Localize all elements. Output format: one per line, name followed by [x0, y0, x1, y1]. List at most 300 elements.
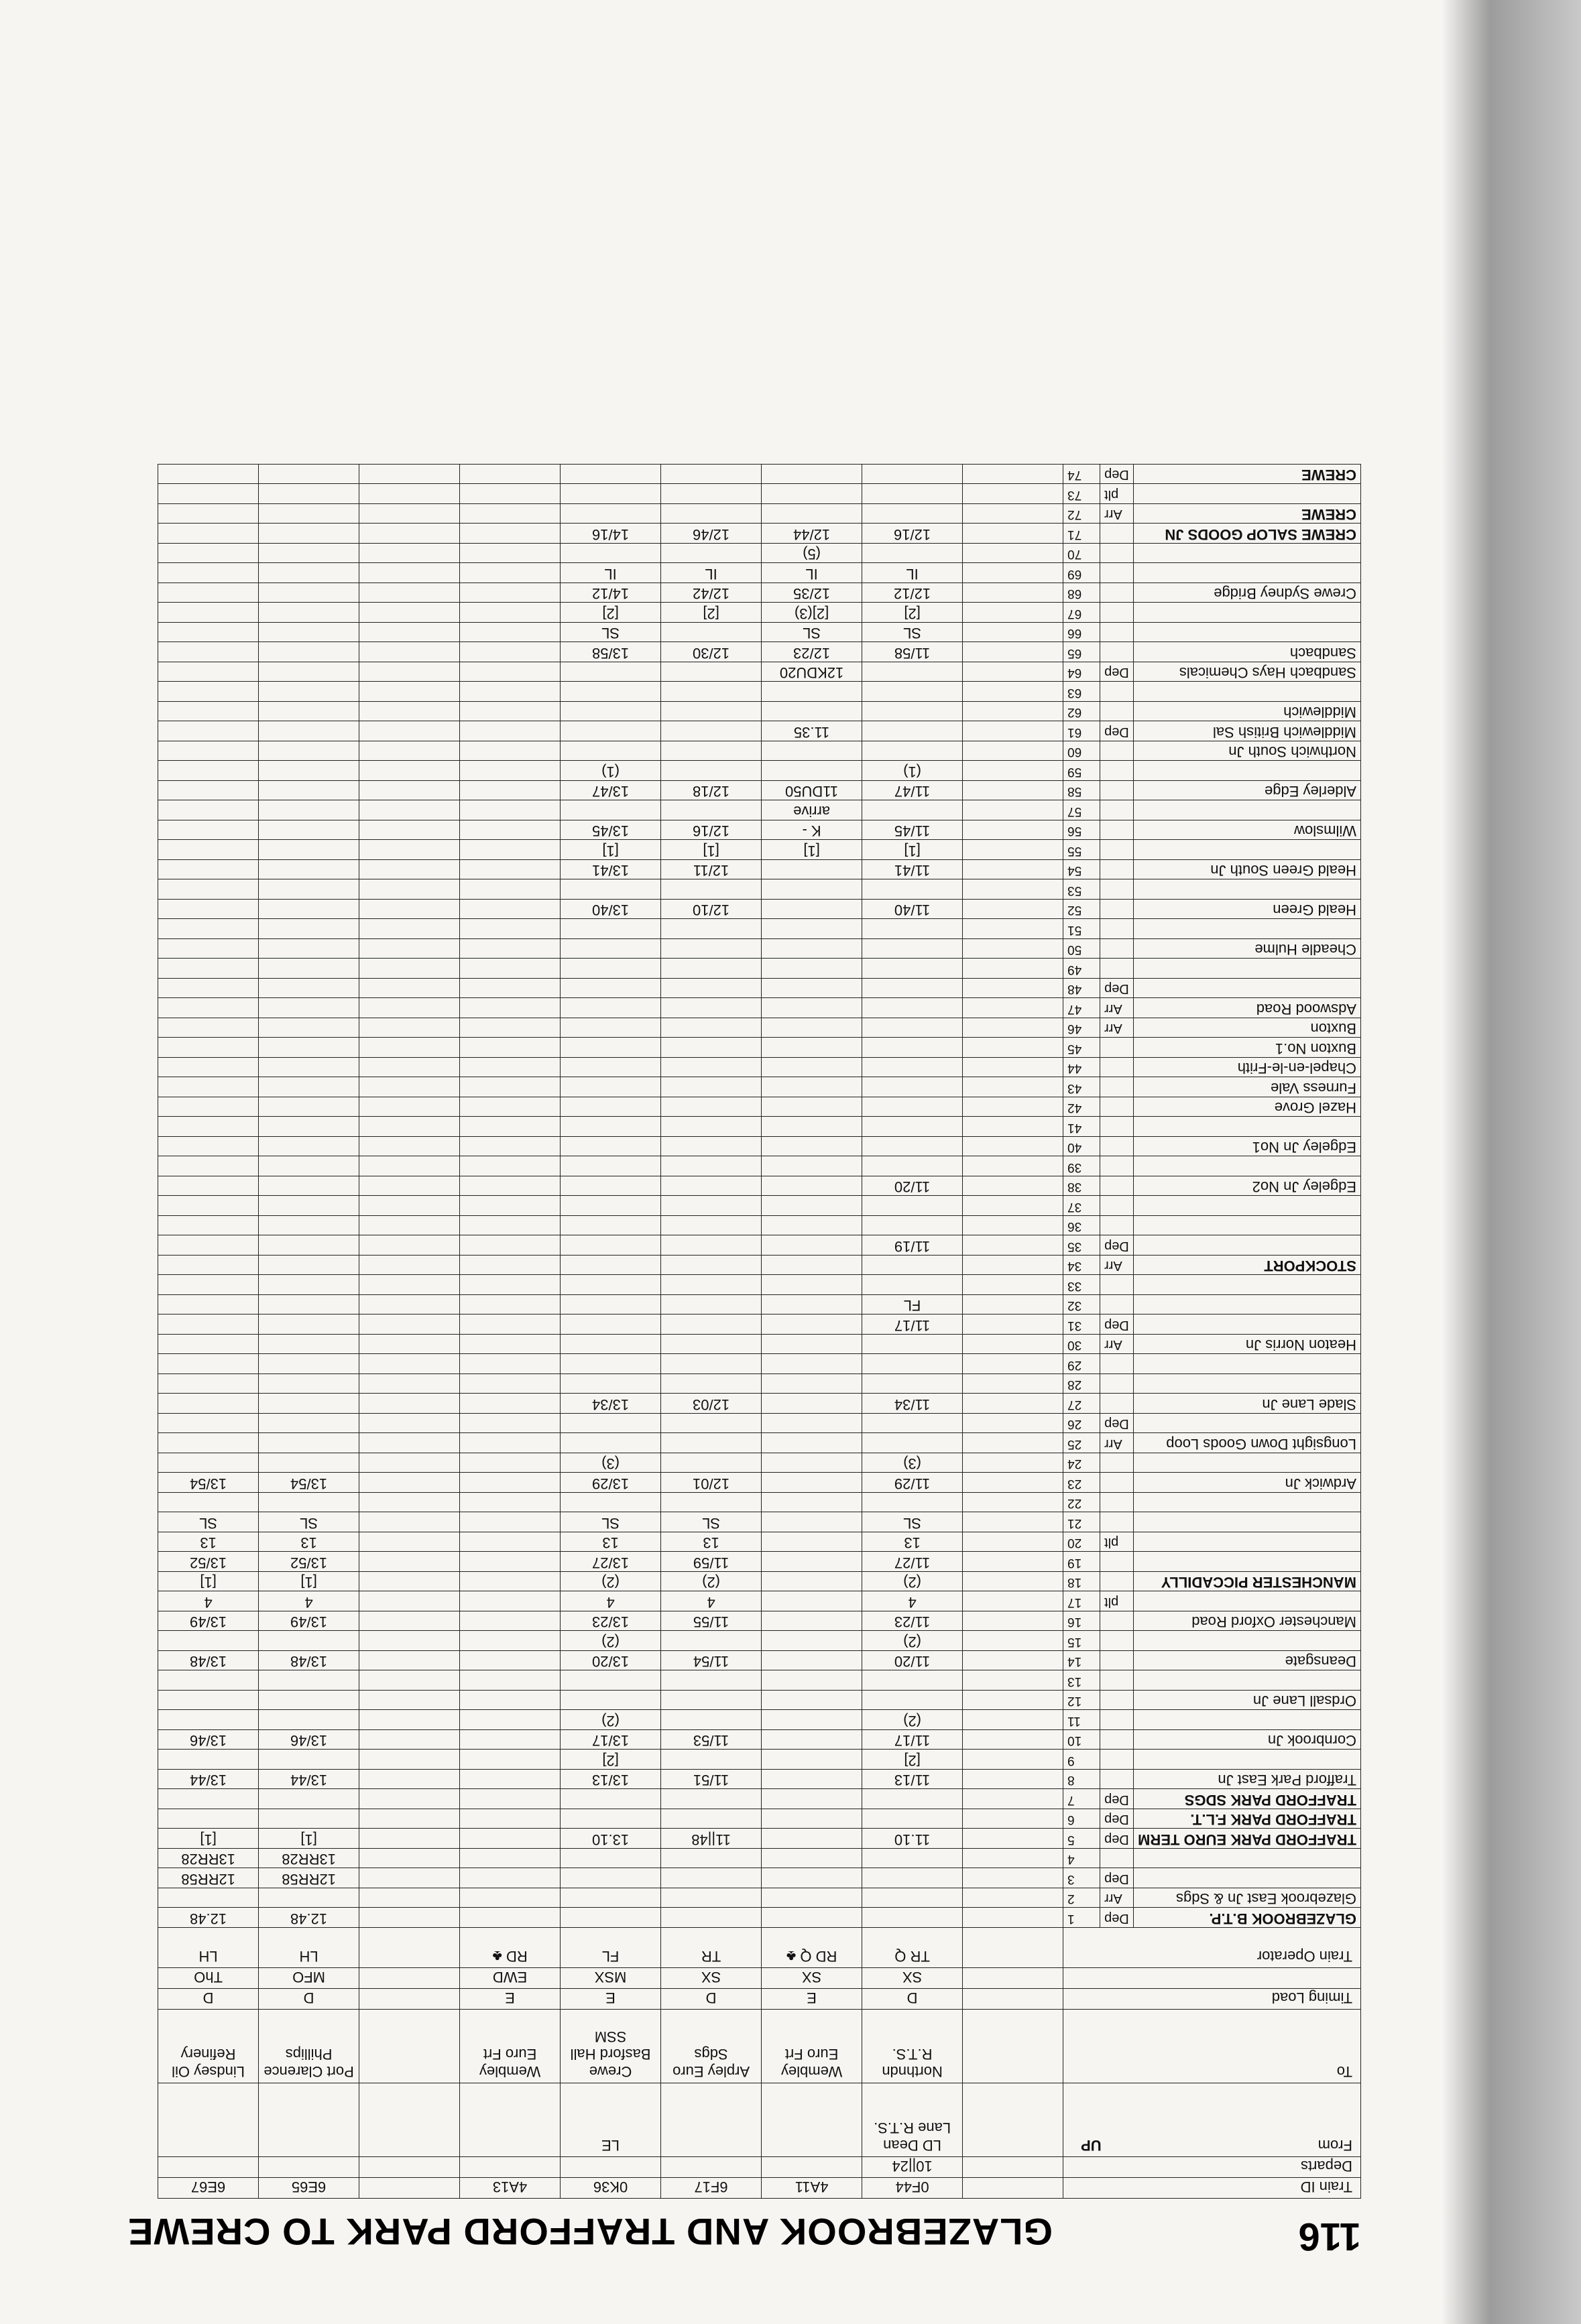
header-cell: E [460, 1989, 561, 2010]
time-cell [963, 1156, 1063, 1176]
time-cell: [1] [259, 1829, 359, 1849]
time-cell [359, 465, 460, 485]
row-number: 57 [1063, 800, 1100, 820]
time-cell: [2](3) [762, 603, 862, 623]
time-cell [862, 939, 963, 959]
timetable-row [158, 642, 1361, 662]
arr-dep-marker [1100, 879, 1134, 900]
time-cell [359, 860, 460, 880]
time-cell [762, 465, 862, 485]
time-cell [259, 1394, 359, 1414]
time-cell [460, 1354, 561, 1374]
time-cell [561, 1176, 661, 1197]
row-number: 21 [1063, 1512, 1100, 1532]
time-cell [359, 1137, 460, 1157]
header-cell: LH [259, 1928, 359, 1968]
time-cell [359, 1809, 460, 1829]
time-cell: [1] [661, 840, 762, 860]
time-cell [661, 1414, 762, 1434]
time-cell [862, 1275, 963, 1295]
header-cell [359, 1928, 460, 1968]
header-cell [963, 1968, 1063, 1989]
time-cell [460, 1493, 561, 1513]
time-cell [963, 1730, 1063, 1750]
time-cell: 13 [661, 1532, 762, 1552]
time-cell [963, 1058, 1063, 1078]
arr-dep-marker [1100, 1750, 1134, 1770]
timetable-row [158, 1750, 1361, 1770]
location-name: TRAFFORD PARK EURO TERM [1134, 1829, 1361, 1849]
time-cell: IL [862, 563, 963, 583]
timetable-row [158, 1908, 1361, 1928]
time-cell [359, 1018, 460, 1038]
arr-dep-marker: Arr [1100, 1888, 1134, 1908]
location-name: Heaton Norris Jn [1134, 1335, 1361, 1355]
row-number: 44 [1063, 1058, 1100, 1078]
timetable-row [158, 840, 1361, 860]
time-cell [158, 800, 259, 820]
time-cell: FL [862, 1295, 963, 1315]
time-cell: 13/17 [561, 1730, 661, 1750]
timetable-row [158, 879, 1361, 900]
time-cell [460, 1038, 561, 1058]
time-cell [661, 741, 762, 761]
time-cell [460, 702, 561, 722]
location-name: TRAFFORD PARK F.L.T. [1134, 1809, 1361, 1829]
row-number: 32 [1063, 1295, 1100, 1315]
timetable-row [158, 1868, 1361, 1888]
time-cell [762, 1670, 862, 1691]
row-number: 64 [1063, 662, 1100, 682]
time-cell [661, 1058, 762, 1078]
time-cell [862, 1216, 963, 1236]
header-row-from [158, 2083, 1361, 2157]
time-cell [158, 879, 259, 900]
time-cell [259, 1631, 359, 1651]
time-cell [862, 1849, 963, 1869]
time-cell [862, 484, 963, 504]
time-cell: (2) [862, 1631, 963, 1651]
time-cell [762, 1058, 862, 1078]
time-cell [963, 1809, 1063, 1829]
timetable-row [158, 1572, 1361, 1592]
time-cell [460, 860, 561, 880]
time-cell [359, 504, 460, 524]
time-cell [259, 1156, 359, 1176]
row-number: 34 [1063, 1256, 1100, 1276]
time-cell [661, 1117, 762, 1137]
time-cell [359, 1058, 460, 1078]
time-cell [158, 1710, 259, 1730]
time-cell [661, 1670, 762, 1691]
time-cell [561, 998, 661, 1018]
time-cell: SL [158, 1512, 259, 1532]
time-cell [158, 979, 259, 999]
time-cell [862, 998, 963, 1018]
time-cell [561, 1216, 661, 1236]
arr-dep-marker: plt [1100, 1532, 1134, 1552]
time-cell [359, 919, 460, 939]
time-cell [762, 1038, 862, 1058]
time-cell [762, 504, 862, 524]
time-cell: 11/40 [862, 900, 963, 920]
time-cell: 11/41 [862, 860, 963, 880]
row-number: 33 [1063, 1275, 1100, 1295]
location-name: Longsight Down Goods Loop [1134, 1433, 1361, 1453]
time-cell [359, 1670, 460, 1691]
time-cell: [1] [561, 840, 661, 860]
time-cell [561, 1038, 661, 1058]
time-cell: K - [762, 820, 862, 841]
time-cell [661, 1216, 762, 1236]
time-cell: (2) [561, 1572, 661, 1592]
time-cell: [2] [862, 1750, 963, 1770]
time-cell: 11/27 [862, 1552, 963, 1572]
timetable-row [158, 603, 1361, 623]
time-cell [158, 1196, 259, 1216]
time-cell [359, 1868, 460, 1888]
time-cell: 13/13 [561, 1770, 661, 1790]
time-cell: 13/54 [259, 1473, 359, 1493]
time-cell: [1] [158, 1829, 259, 1849]
location-name [1134, 1591, 1361, 1611]
time-cell [460, 1058, 561, 1078]
time-cell: 13/48 [158, 1651, 259, 1671]
location-name: CREWE [1134, 465, 1361, 485]
time-cell [359, 741, 460, 761]
time-cell [359, 1888, 460, 1908]
arr-dep-marker: Arr [1100, 998, 1134, 1018]
time-cell [661, 761, 762, 781]
time-cell [661, 1631, 762, 1651]
header-cell: Port Clarence Phillips [259, 2010, 359, 2083]
time-cell [158, 1295, 259, 1315]
header-cell [963, 1989, 1063, 2010]
time-cell [359, 1235, 460, 1256]
time-cell [460, 1691, 561, 1711]
binding-shadow [1442, 0, 1581, 2324]
time-cell [158, 761, 259, 781]
time-cell [963, 1651, 1063, 1671]
time-cell: 4 [158, 1591, 259, 1611]
arr-dep-marker [1100, 1453, 1134, 1473]
time-cell [862, 1137, 963, 1157]
time-cell [460, 900, 561, 920]
time-cell: (2) [561, 1631, 661, 1651]
arr-dep-marker [1100, 900, 1134, 920]
time-cell [359, 1552, 460, 1572]
time-cell [963, 1670, 1063, 1691]
time-cell [259, 800, 359, 820]
time-cell [762, 1631, 862, 1651]
time-cell [460, 1156, 561, 1176]
time-cell [259, 1097, 359, 1117]
time-cell [661, 465, 762, 485]
header-cell [158, 2157, 259, 2178]
row-number: 62 [1063, 702, 1100, 722]
time-cell [158, 484, 259, 504]
time-cell [561, 1156, 661, 1176]
time-cell [862, 1868, 963, 1888]
header-cell [963, 1928, 1063, 1968]
header-cell [460, 2083, 561, 2157]
time-cell [460, 1453, 561, 1473]
header-row-timing-load [158, 1989, 1361, 2010]
header-cell [561, 2157, 661, 2178]
time-cell [259, 583, 359, 603]
row-number: 69 [1063, 563, 1100, 583]
location-name [1134, 603, 1361, 623]
row-number: 37 [1063, 1196, 1100, 1216]
header-label-from: From UP [1063, 2083, 1361, 2157]
time-cell [762, 1335, 862, 1355]
time-cell [762, 1018, 862, 1038]
row-number: 43 [1063, 1077, 1100, 1097]
row-number: 52 [1063, 900, 1100, 920]
time-cell [661, 959, 762, 979]
header-cell: 6F17 [661, 2178, 762, 2199]
time-cell [661, 662, 762, 682]
time-cell [259, 1176, 359, 1197]
time-cell [762, 1730, 862, 1750]
time-cell [259, 623, 359, 643]
arr-dep-marker: Dep [1100, 721, 1134, 741]
arr-dep-marker [1100, 1611, 1134, 1632]
arr-dep-marker: Dep [1100, 979, 1134, 999]
time-cell [862, 1433, 963, 1453]
time-cell [963, 1572, 1063, 1592]
header-row-days [158, 1968, 1361, 1989]
time-cell [158, 1275, 259, 1295]
arr-dep-marker: plt [1100, 484, 1134, 504]
header-cell [259, 2083, 359, 2157]
time-cell [259, 1018, 359, 1038]
row-number: 70 [1063, 544, 1100, 564]
time-cell [963, 979, 1063, 999]
row-number: 45 [1063, 1038, 1100, 1058]
time-cell [661, 1256, 762, 1276]
time-cell [661, 1691, 762, 1711]
time-cell [661, 623, 762, 643]
time-cell [460, 1295, 561, 1315]
time-cell [963, 1097, 1063, 1117]
location-name: Wilmslow [1134, 820, 1361, 841]
arr-dep-marker: Dep [1100, 1414, 1134, 1434]
time-cell [762, 1908, 862, 1928]
arr-dep-marker [1100, 682, 1134, 702]
time-cell [762, 1216, 862, 1236]
arr-dep-marker: Dep [1100, 1809, 1134, 1829]
time-cell [661, 1038, 762, 1058]
timetable-row [158, 1631, 1361, 1651]
row-number: 3 [1063, 1868, 1100, 1888]
time-cell [460, 1789, 561, 1809]
time-cell [661, 682, 762, 702]
timetable-row [158, 741, 1361, 761]
time-cell: 12KDU20 [762, 662, 862, 682]
time-cell [963, 1433, 1063, 1453]
header-cell: D [158, 1989, 259, 2010]
time-cell [460, 998, 561, 1018]
time-cell: 11/29 [862, 1473, 963, 1493]
timetable-row [158, 1077, 1361, 1097]
time-cell [158, 1018, 259, 1038]
time-cell [460, 1077, 561, 1097]
location-name: Deansgate [1134, 1651, 1361, 1671]
time-cell [359, 1453, 460, 1473]
time-cell: [1] [158, 1572, 259, 1592]
timetable [158, 464, 1361, 2199]
arr-dep-marker [1100, 1176, 1134, 1197]
time-cell [862, 1097, 963, 1117]
time-cell [762, 1433, 862, 1453]
time-cell: 11/13 [862, 1770, 963, 1790]
time-cell [561, 504, 661, 524]
time-cell [359, 524, 460, 544]
arr-dep-marker: plt [1100, 1591, 1134, 1611]
timetable-row [158, 1235, 1361, 1256]
time-cell [862, 979, 963, 999]
timetable-row [158, 1117, 1361, 1137]
time-cell [762, 1156, 862, 1176]
time-cell [359, 603, 460, 623]
location-name [1134, 1631, 1361, 1651]
arr-dep-marker: Dep [1100, 1789, 1134, 1809]
time-cell [359, 820, 460, 841]
time-cell [862, 1789, 963, 1809]
time-cell: [1] [762, 840, 862, 860]
time-cell [963, 1829, 1063, 1849]
time-cell: 4 [259, 1591, 359, 1611]
time-cell [963, 1868, 1063, 1888]
arr-dep-marker [1100, 1670, 1134, 1691]
time-cell [862, 1077, 963, 1097]
time-cell: 4 [661, 1591, 762, 1611]
time-cell: (1) [862, 761, 963, 781]
header-cell: EWD [460, 1968, 561, 1989]
time-cell [259, 1077, 359, 1097]
time-cell: 13/46 [259, 1730, 359, 1750]
timetable-row [158, 1196, 1361, 1216]
header-cell: SX [862, 1968, 963, 1989]
time-cell: 13/52 [259, 1552, 359, 1572]
time-cell [963, 919, 1063, 939]
time-cell [862, 662, 963, 682]
time-cell [561, 1908, 661, 1928]
time-cell [762, 741, 862, 761]
direction-label: UP [1081, 2137, 1102, 2154]
location-name [1134, 1670, 1361, 1691]
time-cell [963, 761, 1063, 781]
timetable-row [158, 583, 1361, 603]
time-cell: SL [862, 623, 963, 643]
row-number: 72 [1063, 504, 1100, 524]
time-cell [158, 1235, 259, 1256]
time-cell [359, 781, 460, 801]
time-cell [762, 1829, 862, 1849]
time-cell [862, 1038, 963, 1058]
time-cell [862, 1809, 963, 1829]
arr-dep-marker [1100, 702, 1134, 722]
time-cell: 11/59 [661, 1552, 762, 1572]
time-cell [158, 1038, 259, 1058]
time-cell [762, 1789, 862, 1809]
timetable-row [158, 1176, 1361, 1197]
time-cell [359, 1572, 460, 1592]
location-name: Buxton [1134, 1018, 1361, 1038]
location-name [1134, 979, 1361, 999]
time-cell: 12/01 [661, 1473, 762, 1493]
time-cell [460, 1591, 561, 1611]
time-cell [359, 1038, 460, 1058]
header-cell: LD Dean Lane R.T.S. [862, 2083, 963, 2157]
time-cell [460, 1335, 561, 1355]
time-cell [460, 623, 561, 643]
time-cell [259, 504, 359, 524]
time-cell: SL [862, 1512, 963, 1532]
row-number: 8 [1063, 1770, 1100, 1790]
time-cell [158, 1394, 259, 1414]
time-cell [259, 879, 359, 900]
time-cell [158, 959, 259, 979]
timetable-row [158, 800, 1361, 820]
header-cell: Arpley Euro Sdgs [661, 2010, 762, 2083]
time-cell [158, 1691, 259, 1711]
time-cell [762, 1552, 862, 1572]
time-cell [561, 1849, 661, 1869]
time-cell [259, 1433, 359, 1453]
arr-dep-marker [1100, 1058, 1134, 1078]
time-cell [359, 1591, 460, 1611]
time-cell [963, 1611, 1063, 1632]
time-cell [359, 1789, 460, 1809]
time-cell [158, 1097, 259, 1117]
time-cell: 12/35 [762, 583, 862, 603]
row-number: 35 [1063, 1235, 1100, 1256]
time-cell [359, 840, 460, 860]
row-number: 50 [1063, 939, 1100, 959]
arr-dep-marker [1100, 642, 1134, 662]
arr-dep-marker [1100, 1077, 1134, 1097]
time-cell [259, 1809, 359, 1829]
time-cell [259, 1058, 359, 1078]
time-cell [561, 879, 661, 900]
time-cell [158, 860, 259, 880]
time-cell [661, 1335, 762, 1355]
time-cell [460, 524, 561, 544]
time-cell [460, 741, 561, 761]
time-cell [158, 465, 259, 485]
time-cell [661, 1354, 762, 1374]
header-cell [460, 2157, 561, 2178]
time-cell [661, 1018, 762, 1038]
time-cell [158, 702, 259, 722]
time-cell [259, 1196, 359, 1216]
time-cell [158, 781, 259, 801]
time-cell [762, 1809, 862, 1829]
time-cell [963, 583, 1063, 603]
time-cell: 12.48 [259, 1908, 359, 1928]
time-cell: 4 [561, 1591, 661, 1611]
arr-dep-marker [1100, 1117, 1134, 1137]
timetable-row [158, 1473, 1361, 1493]
time-cell [359, 484, 460, 504]
time-cell [862, 1335, 963, 1355]
time-cell [460, 1631, 561, 1651]
time-cell [259, 1137, 359, 1157]
time-cell [762, 1077, 862, 1097]
location-name: Northwich South Jn [1134, 741, 1361, 761]
